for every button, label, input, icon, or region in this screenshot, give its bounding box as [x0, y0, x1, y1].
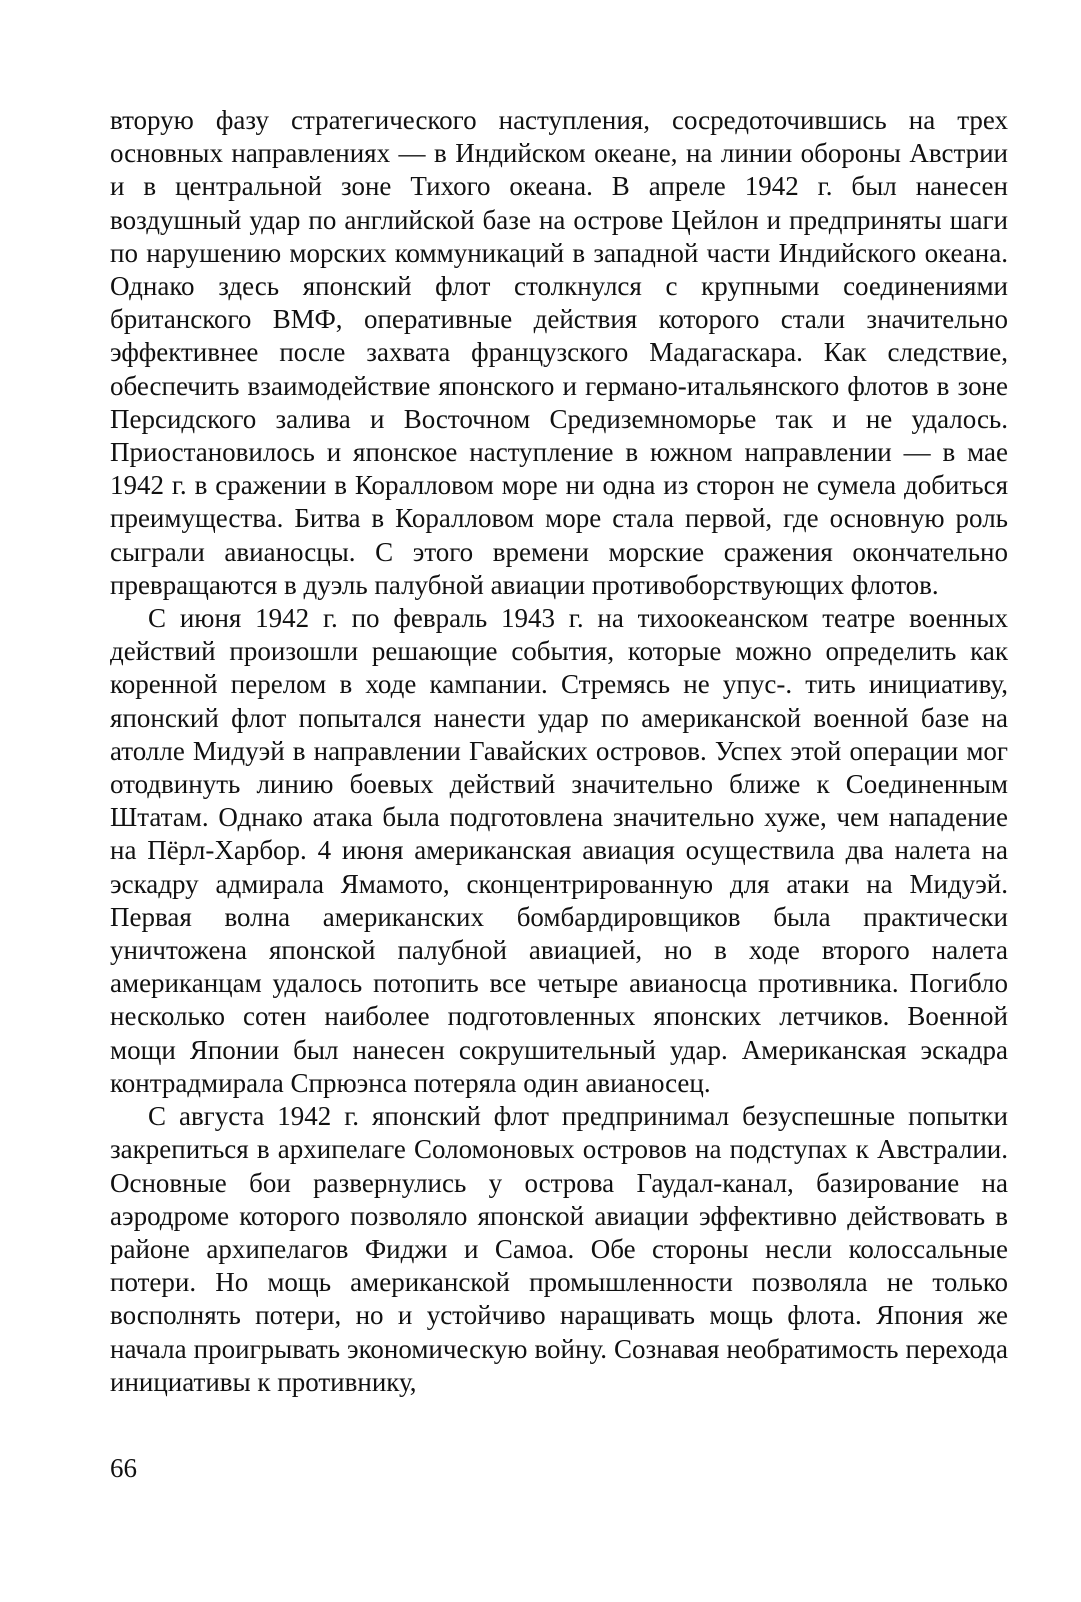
paragraph-3: С августа 1942 г. японский флот предпринимал безуспешные попытки закрепиться в архипелаге Соломоновых островов на подступах к Австралии. Основные бои развернулись у острова Гаудал-канал, базирование на аэродроме которого позволяло японской авиации эффективно действовать в районе архипелагов Фиджи и Самоа. Обе стороны несли колоссальные потери. Но мощь американской промышленности позволяла не только восполнять потери, но и устойчиво наращивать мощь флота. Япония же начала проигрывать экономическую войну. Сознавая необратимость перехода инициативы к противнику,	[110, 1101, 1008, 1397]
paragraph-2: С июня 1942 г. по февраль 1943 г. на тихоокеанском театре военных действий произошли решающие события, которые можно определить как коренной перелом в ходе кампании. Стремясь не упус-. тить инициативу, японский флот попытался нанести удар по американской военной базе на атолле Мидуэй в направлении Гавайских островов. Успех этой операции мог отодвинуть линию боевых действий значительно ближе к Соединенным Штатам. Однако атака была подготовлена значительно хуже, чем нападение на Пёрл-Харбор. 4 июня американская авиация осуществила два налета на эскадру адмирала Ямамото, сконцентрированную для атаки на Мидуэй. Первая волна американских бомбардировщиков была практически уничтожена японской палубной авиацией, но в ходе второго налета американцам удалось потопить все четыре авианосца противника. Погибло несколько сотен наиболее подготовленных японских летчиков. Военной мощи Японии был нанесен сокрушительный удар. Американская эскадра контрадмирала Спрюэнса потеряла один авианосец.	[110, 603, 1008, 1098]
page-body	[110, 104, 1008, 1399]
paragraph-1: вторую фазу стратегического наступления, сосредоточившись на трех основных направлениях — в Индийском океане, на линии обороны Австрии и в центральной зоне Тихого океана. В апреле 1942 г. был нанесен воздушный удар по английской базе на острове Цейлон и предприняты шаги по нарушению морских коммуникаций в западной части Индийского океана. Однако здесь японский флот столкнулся с крупными соединениями британского ВМФ, оперативные действия которого стали значительно эффективнее после захвата французского Мадагаскара. Как следствие, обеспечить взаимодействие японского и германо-итальянского флотов в зоне Персидского залива и Восточном Средиземноморье так и не удалось. Приостановилось и японское наступление в южном направлении — в мае 1942 г. в сражении в Коралловом море ни одна из сторон не сумела добиться преимущества. Битва в Коралловом море стала первой, где основную роль сыграли авианосцы. С этого времени морские сражения окончательно превращаются в дуэль палубной авиации противоборствующих флотов.	[110, 105, 1008, 600]
page-number: 66	[110, 1453, 137, 1483]
